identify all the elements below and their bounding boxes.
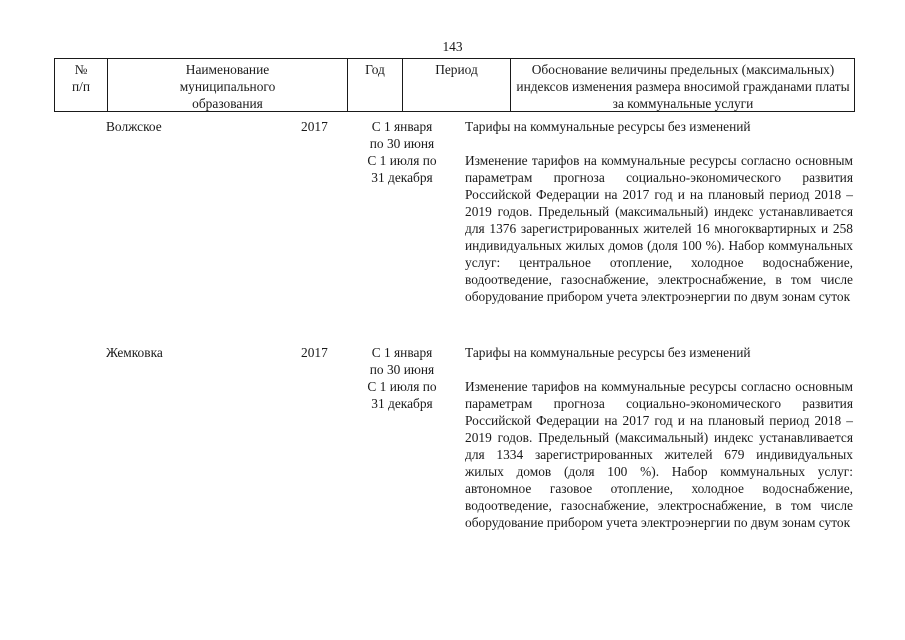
period-text: 31 декабря [371, 396, 433, 411]
justification-second-half: Изменение тарифов на коммунальные ресурсы согласно основным параметрам прогноза социально-экономического развития Российской Федерации на 2017 год и на плановый период 2018 – 2019 годов. Предельный (максимальный) индекс устанавливается для 1376 зарегистрированных жителей 16 многоквартирных и 258 индивидуальных жилых домов (доля 100 %). Набор коммунальных услуг: центральное отопление, холодное водоснабжение, водоотведение, газоснабжение, электроснабжение, в том числе оборудование прибором учета электроэнергии по двум зонам суток [465, 153, 853, 304]
justification-first-half: Тарифы на коммунальные ресурсы без изменений [465, 119, 751, 134]
period-second-half [350, 152, 454, 186]
header-text: индексов изменения размера вносимой гражданами платы [516, 79, 850, 94]
header-text: Обоснование величины предельных (максимальных) [531, 62, 835, 77]
period-text: С 1 июля по [367, 153, 437, 168]
period-text: по 30 июня [369, 362, 435, 377]
period-second-half [350, 378, 454, 412]
period-first-half [350, 118, 454, 152]
year-value: 2017 [301, 345, 328, 360]
justification-second-half: Изменение тарифов на коммунальные ресурсы согласно основным параметрам прогноза социально-экономического развития Российской Федерации на 2017 год и на плановый период 2018 – 2019 годов. Предельный (максимальный) индекс устанавливается для 1334 зарегистрированных жителей 679 индивидуальных жилых домов (доля 100 %). Набор коммунальных услуг: автономное газовое отопление, холодное водоснабжение, водоотведение, газоснабжение, электроснабжение, в том числе оборудование прибором учета электроэнергии по двум зонам суток [465, 379, 853, 530]
municipality-name: Жемковка [106, 345, 163, 360]
header-cell-name [107, 59, 347, 111]
period-first-half [350, 344, 454, 378]
header-cell-year [347, 59, 402, 111]
header-text: Год [365, 62, 385, 77]
period-text: С 1 января [371, 345, 433, 360]
header-text: образования [192, 96, 263, 111]
header-cell-justification [510, 59, 855, 111]
header-cell-period [402, 59, 510, 111]
period-text: С 1 июля по [367, 379, 437, 394]
header-text: Наименование [185, 62, 270, 77]
year-value: 2017 [301, 119, 328, 134]
header-text: Период [435, 62, 478, 77]
period-text: С 1 января [371, 119, 433, 134]
page-number: 143 [442, 39, 463, 54]
header-text: муниципального [179, 79, 276, 94]
header-text: п/п [71, 79, 91, 94]
header-cell-number [55, 59, 107, 111]
justification-first-half: Тарифы на коммунальные ресурсы без изменений [465, 345, 751, 360]
period-text: 31 декабря [371, 170, 433, 185]
table-header [54, 58, 855, 112]
header-text: за коммунальные услуги [612, 96, 754, 111]
header-text: № [74, 62, 88, 77]
period-text: по 30 июня [369, 136, 435, 151]
municipality-name: Волжское [106, 119, 162, 134]
